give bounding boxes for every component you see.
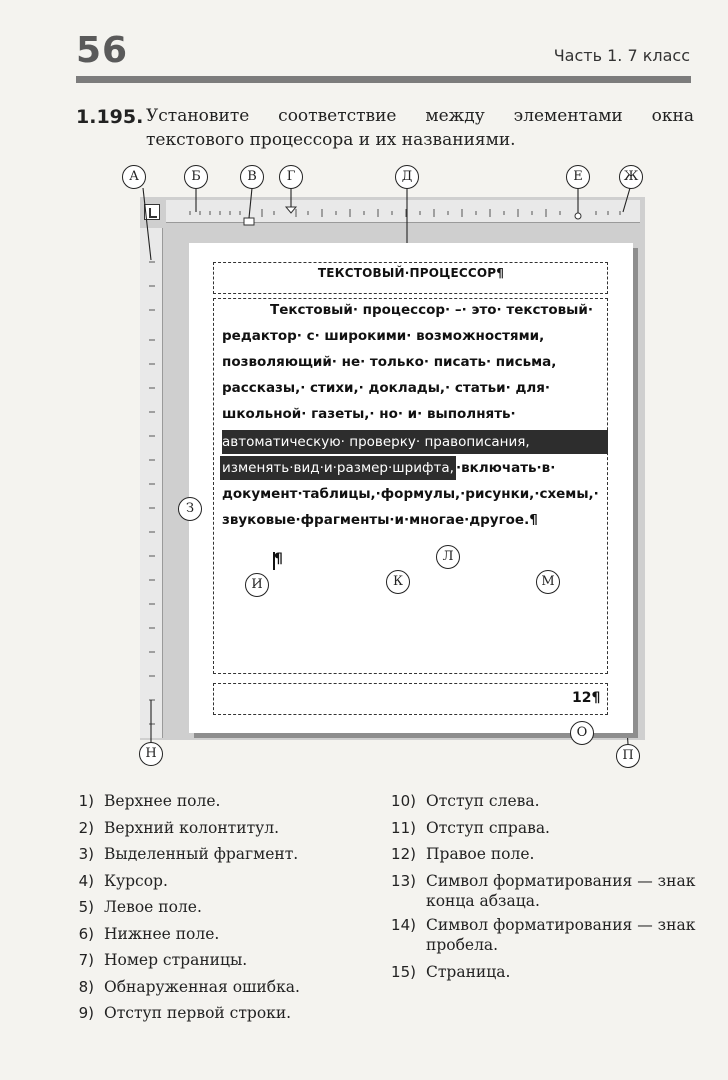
- label-i: И: [245, 573, 269, 597]
- option-item: 5) Левое поле.: [78, 898, 202, 916]
- label-k: К: [386, 570, 410, 594]
- body-line-5: школьной· газеты,· но· и· выполнять·: [222, 406, 516, 422]
- option-item: 14) Символ форматирования — знак пробела.: [391, 915, 696, 954]
- options-left: [60, 788, 390, 1027]
- body-line-4: рассказы,· стихи,· доклады,· статьи· для·: [222, 380, 551, 396]
- option-item: 11) Отступ справа.: [391, 818, 550, 837]
- label-m: М: [536, 570, 560, 594]
- option-item: 3) Выделенный фрагмент.: [78, 845, 299, 863]
- label-p: П: [616, 744, 640, 768]
- option-item: 4) Курсор.: [78, 871, 168, 890]
- empty-paragraph-mark: ¶: [274, 551, 283, 567]
- option-item: 8) Обнаруженная ошибка.: [78, 977, 300, 996]
- option-item: 6) Нижнее поле.: [78, 924, 220, 943]
- label-d: Д: [395, 165, 419, 189]
- label-n: Н: [139, 742, 163, 766]
- body-line-8: документ·таблицы,·формулы,·рисунки,·схемы,·: [222, 486, 599, 502]
- task-number: 1.195.: [76, 106, 144, 128]
- running-header: Часть 1. 7 класс: [553, 46, 690, 65]
- option-item: 13) Символ форматирования — знак конца абзаца.: [391, 871, 696, 910]
- option-item: 1) Верхнее поле.: [78, 792, 221, 810]
- options-right: [378, 788, 698, 985]
- page-number: 56: [76, 30, 129, 71]
- document-header-text: ТЕКСТОВЫЙ·ПРОЦЕССОР¶: [317, 266, 505, 280]
- body-line-9: звуковые·фрагменты·и·многае·другое.¶: [222, 512, 538, 528]
- label-a: А: [122, 165, 146, 189]
- footer-area: [213, 683, 608, 715]
- label-v: В: [240, 165, 264, 189]
- body-line-7-rest: ·включать·в·: [455, 460, 556, 476]
- selected-fragment: изменять·вид·и·размер·шрифта,: [220, 456, 456, 480]
- body-line-1: Текстовый· процессор· –· это· текстовый·: [270, 302, 593, 318]
- label-zh: Ж: [619, 165, 643, 189]
- label-z: З: [178, 497, 202, 521]
- label-g: Г: [279, 165, 303, 189]
- label-e: Е: [566, 165, 590, 189]
- option-item: 7) Номер страницы.: [78, 951, 248, 969]
- option-item: 9) Отступ первой строки.: [78, 1004, 292, 1022]
- option-item: 12) Правое поле.: [391, 845, 535, 863]
- selected-line-1: автоматическую· проверку· правописания,: [222, 430, 608, 454]
- footer-page-number: 12¶: [572, 690, 601, 706]
- body-line-7: [222, 456, 608, 480]
- task-text: Установите соответствие между элементами окна текстового процессора и их названиями.: [146, 106, 694, 150]
- label-l: Л: [436, 545, 460, 569]
- body-line-3: позволяющий· не· только· писать· письма,: [222, 354, 557, 370]
- body-line-2: редактор· с· широкими· возможностями,: [222, 328, 545, 344]
- option-item: 2) Верхний колонтитул.: [78, 818, 280, 837]
- option-item: 15) Страница.: [391, 962, 511, 981]
- option-item: 10) Отступ слева.: [391, 792, 540, 810]
- label-b: Б: [184, 165, 208, 189]
- label-o: О: [570, 721, 594, 745]
